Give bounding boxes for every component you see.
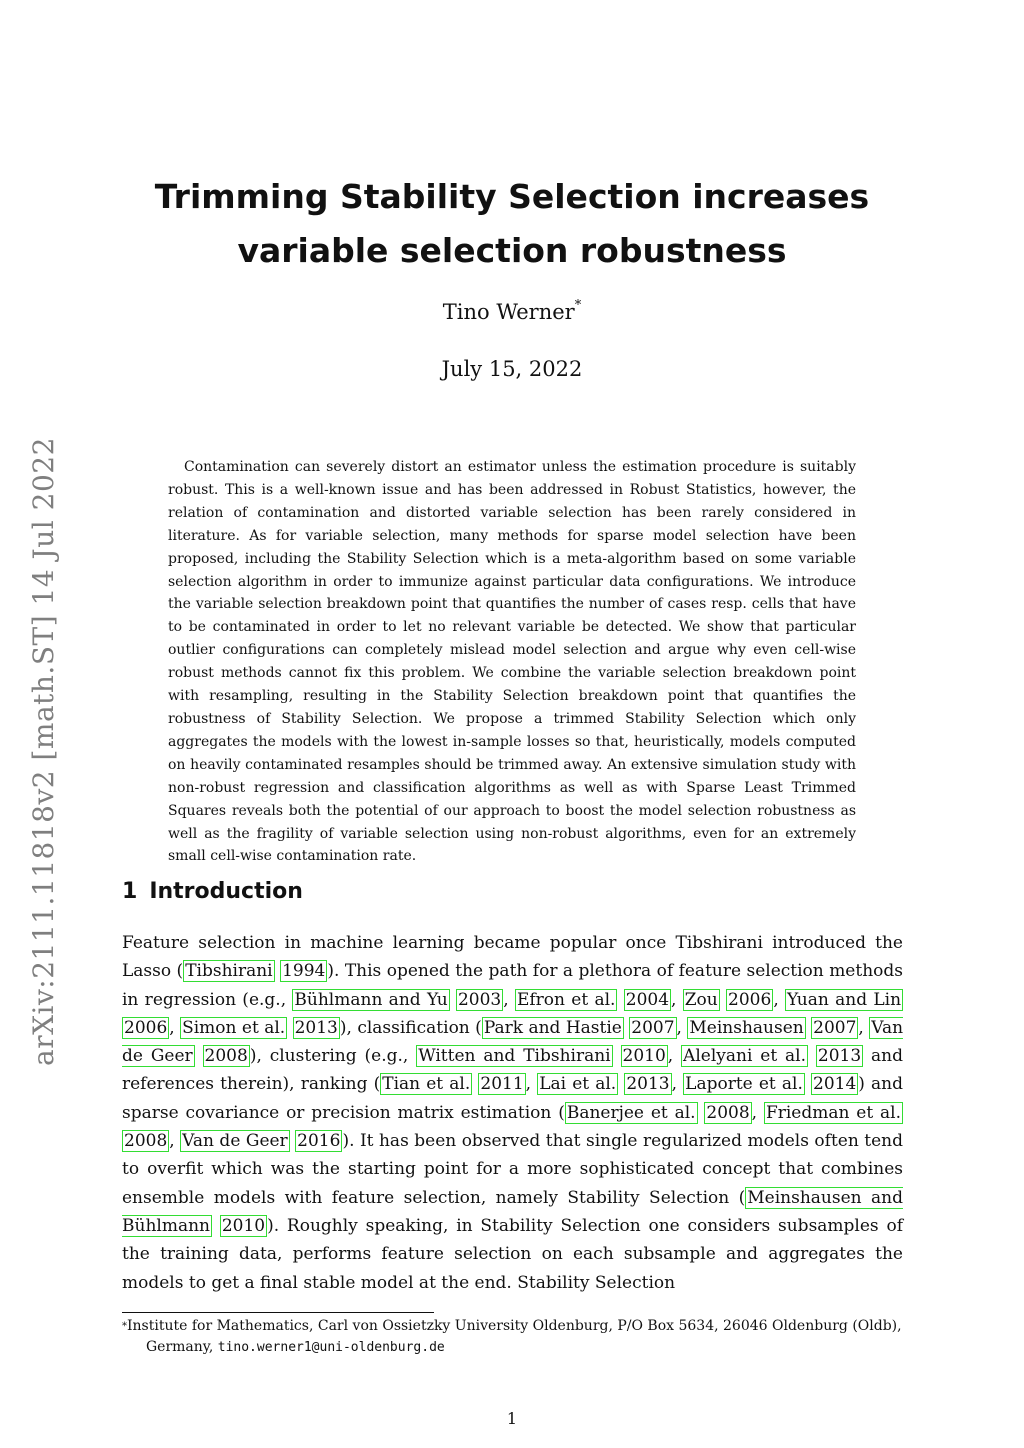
citation-year-link[interactable]: 2006 xyxy=(728,989,772,1010)
citation-link[interactable]: Meinshausen xyxy=(689,1017,804,1038)
citation-year-link[interactable]: 2016 xyxy=(297,1131,341,1152)
paper-title: Trimming Stability Selection increases variable selection robustness xyxy=(154,177,870,270)
citation-year-link[interactable]: 2004 xyxy=(625,989,670,1010)
footnote-mark: * xyxy=(122,1321,127,1332)
citation-year-link[interactable]: 2007 xyxy=(813,1017,857,1038)
citation-year-link[interactable]: 2013 xyxy=(626,1074,670,1095)
citation-link[interactable]: Bühlmann and Yu xyxy=(294,989,448,1010)
intro-text: and references therein), ranking ( xyxy=(122,1046,904,1095)
citation-year-link[interactable]: 2008 xyxy=(204,1046,248,1067)
citation-year-link[interactable]: 2011 xyxy=(480,1074,524,1095)
citation-year-link[interactable]: 2006 xyxy=(124,1017,168,1038)
intro-paragraph: Feature selection in machine learning became popular once Tibshirani introduced the Lasso ( Tibshirani 1994 ). This opened the path for a plethora of feature selection methods in regression (e.g., Bühlmann and Yu 2003 , Efron et al. 2004 , Zou 2006 , Yuan and Lin 2006 , Simon et al. 2013 ), classification ( Park and Hastie 2007 , Meinshausen 2007 , Van de Geer 2008 ), clustering (e.g., Witten and Tibshirani 2010 , Alelyani et al. 2013 and references therein), ranking ( Tian et al. 2011 , Lai et al. 2013 , Laporte et al. 2014 ) and sparse covariance or precision matrix estimation ( Banerjee et al. 2008 , Friedman et al. 2008 , Van de Geer 2016 ). It has been observed that single regularized models often tend to overfit which was the starting point for a more sophisticated concept that combines ensemble models with feature selection, namely Stability Selection ( Meinshausen and Bühlmann 2010 ). Roughly speaking, in Stability Selection one considers subsamples of the training data, performs feature selection on each subsample and aggregates the models to get a final stable model at the end. Stability Selection xyxy=(122,933,904,1293)
citation-year-link[interactable]: 2003 xyxy=(457,989,502,1010)
author-line xyxy=(0,300,1024,324)
intro-text: ) and sparse covariance or precision matrix estimation ( xyxy=(122,1074,903,1123)
citation-year-link[interactable]: 1994 xyxy=(282,961,326,982)
footnote-divider xyxy=(122,1312,434,1313)
citation-year-link[interactable]: 2013 xyxy=(294,1017,338,1038)
citation-link[interactable]: Van de Geer xyxy=(122,1017,904,1067)
intro-text: Feature selection in machine learning became popular once Tibshirani introduced the Lasso ( xyxy=(122,933,903,982)
section-number: 1 xyxy=(122,879,138,904)
citation-link[interactable]: Zou xyxy=(684,989,718,1010)
intro-text: ). Roughly speaking, in Stability Selection one considers subsamples of the training data, performs feature selection on each subsample and aggregates the models to get a final stable model at the end. Stability Selection xyxy=(122,1215,903,1293)
citation-year-link[interactable]: 2010 xyxy=(221,1215,266,1236)
citation-link[interactable]: Yuan and Lin xyxy=(787,989,902,1010)
intro-text: ). This opened the path for a plethora of feature selection methods in regression (e.g., xyxy=(122,961,903,1010)
citation-link[interactable]: Van de Geer xyxy=(182,1131,288,1152)
paper-date: July 15, 2022 xyxy=(441,357,583,381)
citation-link[interactable]: Tian et al. xyxy=(382,1074,471,1095)
page-number: 1 xyxy=(506,1409,518,1428)
citation-link[interactable]: Tibshirani xyxy=(185,961,273,982)
citation-year-link[interactable]: 2008 xyxy=(124,1131,168,1152)
citation-link[interactable]: Banerjee et al. xyxy=(566,1102,696,1123)
intro-text: ), classification ( xyxy=(339,1017,482,1038)
citation-link[interactable]: Meinshausen and Bühlmann xyxy=(122,1187,903,1236)
author-name: Tino Werner xyxy=(442,300,575,324)
citation-link[interactable]: Laporte et al. xyxy=(685,1074,803,1095)
footnote-country: Germany, xyxy=(146,1339,218,1355)
intro-text: ). It has been observed that single regularized models often tend to overfit which was the starting point for a more sophisticated concept that combines ensemble models with feature selection, namely Stability Selection ( xyxy=(122,1131,903,1208)
citation-link[interactable]: Friedman et al. xyxy=(765,1102,902,1123)
section-title: Introduction xyxy=(149,879,303,904)
author-email[interactable]: tino.werner1@uni-oldenburg.de xyxy=(217,1340,445,1355)
abstract: Contamination can severely distort an estimator unless the estimation procedure is suitably robust. This is a well-known issue and has been addressed in Robust Statistics, however, the relation of contamination and distorted variable selection has been rarely considered in literature. As for variable selection, many methods for sparse model selection have been proposed, including the Stability Selection which is a meta-algorithm based on some variable selection algorithm in order to immunize against particular data configurations. We introduce the variable selection breakdown point that quantifies the number of cases resp. cells that have to be contaminated in order to let no relevant variable be detected. We show that particular outlier configurations can completely mislead model selection and argue why even cell-wise robust methods cannot fix this problem. We combine the variable selection breakdown point with resampling, resulting in the Stability Selection breakdown point that quantifies the robustness of Stability Selection. We propose a trimmed Stability Selection which only aggregates the models with the lowest in-sample losses so that, heuristically, models computed on heavily contaminated resamples should be trimmed away. An extensive simulation study with non-robust regression and classification algorithms as well as with Sparse Least Trimmed Squares reveals both the potential of our approach to boost the model selection robustness as well as the fragility of variable selection using non-robust algorithms, even for an extremely small cell-wise contamination rate. xyxy=(168,459,856,865)
citation-year-link[interactable]: 2014 xyxy=(813,1074,857,1095)
citation-year-link[interactable]: 2007 xyxy=(631,1017,675,1038)
footnote-line2 xyxy=(122,1337,912,1358)
section-heading xyxy=(122,879,303,904)
intro-text: ), clustering (e.g., xyxy=(249,1046,417,1067)
citation-link[interactable]: Simon et al. xyxy=(182,1017,286,1038)
citation-link[interactable]: Alelyani et al. xyxy=(683,1046,807,1067)
citation-link[interactable]: Lai et al. xyxy=(539,1074,617,1095)
citation-year-link[interactable]: 2010 xyxy=(622,1046,666,1067)
citation-link[interactable]: Efron et al. xyxy=(516,989,616,1010)
footnote xyxy=(122,1316,912,1358)
citation-year-link[interactable]: 2013 xyxy=(817,1046,862,1067)
citation-year-link[interactable]: 2008 xyxy=(706,1102,750,1123)
citation-link[interactable]: Witten and Tibshirani xyxy=(418,1046,611,1067)
author-footnote-mark[interactable]: * xyxy=(574,298,582,313)
citation-link[interactable]: Park and Hastie xyxy=(483,1017,622,1038)
footnote-affiliation: Institute for Mathematics, Carl von Ossietzky University Oldenburg, P/O Box 5634, 26046 Oldenburg (Oldb), xyxy=(127,1318,902,1334)
arxiv-stamp: arXiv:2111.11818v2 [math.ST] 14 Jul 2022 xyxy=(27,437,60,1066)
